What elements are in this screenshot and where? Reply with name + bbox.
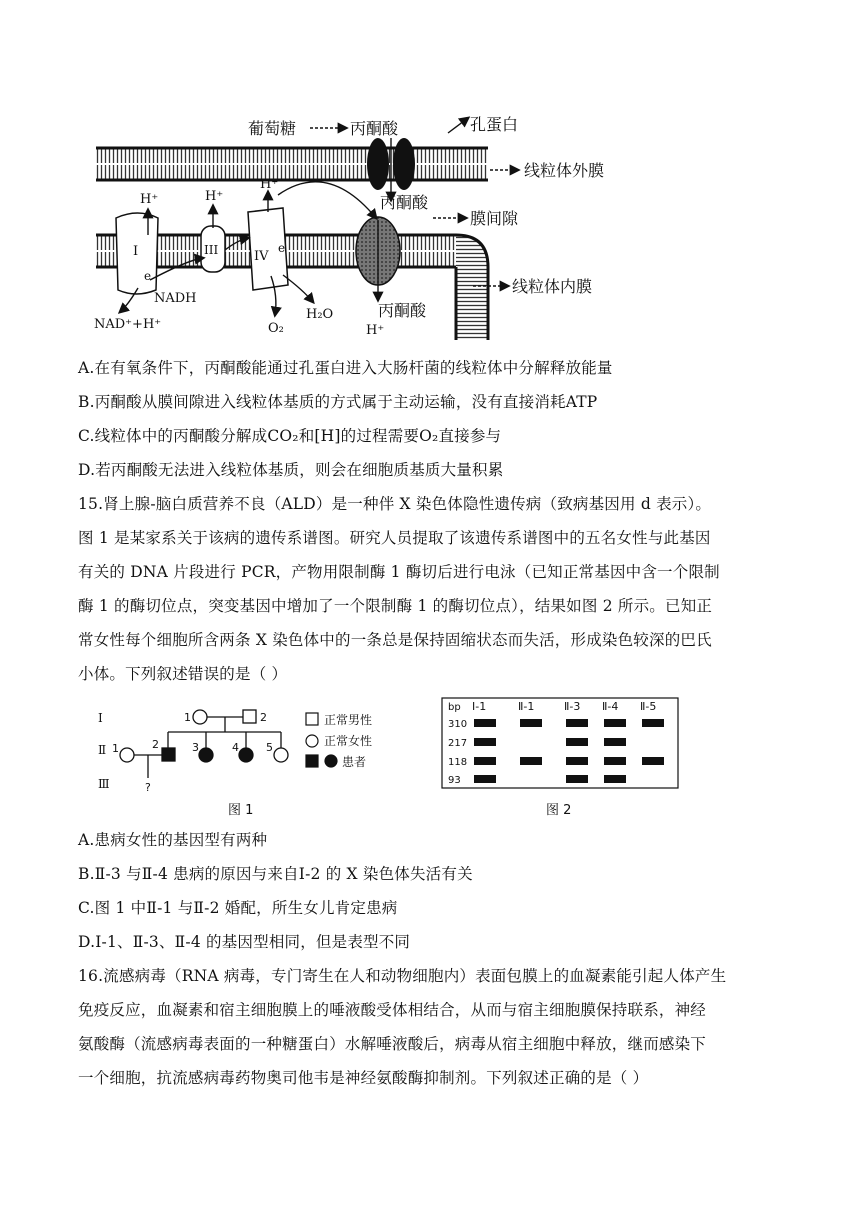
label-nadh: NADH: [154, 291, 197, 306]
legend-affected-label: 患者: [342, 755, 367, 769]
q16-stem-line4: 一个细胞，抗流感病毒药物奥司他韦是神经氨酸酶抑制剂。下列叙述正确的是（ ）: [78, 1069, 649, 1087]
label-complex-i: I: [133, 244, 139, 259]
ii5-normal-female: [274, 748, 288, 762]
num-ii3: 3: [192, 741, 199, 754]
q14-option-d: D.若丙酮酸无法进入线粒体基质，则会在细胞质基质大量积累: [78, 461, 504, 479]
label-h3: H⁺: [260, 177, 279, 192]
gel-size-label: 118: [448, 757, 468, 768]
legend-male-label: 正常男性: [324, 713, 373, 727]
q16-stem-line2: 免疫反应，血凝素和宿主细胞膜上的唾液酸受体相结合，从而与宿主细胞膜保持联系，神经: [78, 1001, 707, 1019]
q15-option-d: D.Ⅰ-1、Ⅱ-3、Ⅱ-4 的基因型相同，但是表型不同: [78, 933, 411, 951]
q15-option-c: C.图 1 中Ⅱ-1 与Ⅱ-2 婚配，所生女儿肯定患病: [78, 899, 398, 917]
gel-band: [520, 719, 542, 727]
gel-band: [604, 719, 626, 727]
q15-stem-line4: 酶 1 的酶切位点，突变基因中增加了一个限制酶 1 的酶切位点），结果如图 2 所示。已知正: [78, 597, 713, 615]
q14-option-b: B.丙酮酸从膜间隙进入线粒体基质的方式属于主动运输，没有直接消耗ATP: [78, 393, 598, 411]
num-i1: 1: [184, 711, 191, 724]
gel-band: [566, 738, 588, 746]
label-e1: e: [144, 269, 152, 283]
outer-membrane: [96, 148, 488, 180]
label-porin: 孔蛋白: [470, 115, 519, 134]
legend-female-symbol: [306, 735, 318, 747]
label-inner-membrane: 线粒体内膜: [512, 277, 593, 296]
q16-stem-line1: 16.流感病毒（RNA 病毒，专门寄生在人和动物细胞内）表面包膜上的血凝素能引起人体产生: [78, 967, 727, 985]
q15-stem-line6: 小体。下列叙述错误的是（ ）: [78, 665, 288, 683]
i1-normal-female: [193, 710, 207, 724]
label-nad: NAD⁺+H⁺: [94, 317, 162, 332]
mitochondria-figure: [88, 100, 608, 350]
generation-ii: Ⅱ: [98, 743, 107, 757]
label-pyruvate-top: 丙酮酸: [350, 119, 399, 138]
gel-band: [566, 775, 588, 783]
legend-male-symbol: [306, 713, 318, 725]
gel-lane-label: Ⅰ-1: [472, 700, 487, 713]
label-e2: e: [278, 241, 286, 255]
gel-band: [604, 775, 626, 783]
gel-size-label: 93: [448, 775, 461, 786]
num-i2: 2: [260, 711, 267, 724]
gel-band: [474, 738, 496, 746]
ii2-affected-male: [162, 748, 175, 761]
pedigree-figure: [88, 696, 408, 826]
q15-stem-line5: 常女性每个细胞所含两条 X 染色体中的一条总是保持固缩状态而失活，形成染色较深的巴氏: [78, 631, 712, 649]
legend-affected-male-symbol: [306, 755, 318, 767]
gel-lane-label: Ⅱ-3: [564, 700, 581, 713]
q15-stem-line3: 有关的 DNA 片段进行 PCR，产物用限制酶 1 酶切后进行电泳（已知正常基因中含一个限制: [78, 563, 720, 581]
ii4-affected-female: [239, 748, 253, 762]
gel-band: [566, 757, 588, 765]
num-ii4: 4: [232, 741, 239, 754]
unknown-iii: ?: [145, 781, 151, 794]
label-complex-iii: III: [204, 243, 219, 257]
label-h4: H⁺: [366, 323, 385, 338]
num-ii2: 2: [152, 738, 159, 751]
q15-option-b: B.Ⅱ-3 与Ⅱ-4 患病的原因与来自Ⅰ-2 的 X 染色体失活有关: [78, 865, 473, 883]
label-h2o: H₂O: [306, 307, 334, 322]
label-h1: H⁺: [140, 192, 159, 207]
gel-band: [642, 757, 664, 765]
legend-female-label: 正常女性: [324, 734, 373, 748]
gel-band: [474, 757, 496, 765]
gel-band: [520, 757, 542, 765]
legend-affected-female-symbol: [325, 755, 337, 767]
label-intermembrane: 膜间隙: [470, 209, 519, 228]
gel-band: [474, 719, 496, 727]
gel-lane-label: Ⅱ-4: [602, 700, 619, 713]
i2-normal-male: [243, 710, 256, 723]
gel-lane-label: Ⅱ-5: [640, 700, 657, 713]
q14-option-a: A.在有氧条件下，丙酮酸能通过孔蛋白进入大肠杆菌的线粒体中分解释放能量: [78, 359, 613, 377]
q15-stem-line2: 图 1 是某家系关于该病的遗传系谱图。研究人员提取了该遗传系谱图中的五名女性与此基因: [78, 529, 711, 547]
num-ii5: 5: [266, 741, 273, 754]
q15-stem-line1: 15.肾上腺-脑白质营养不良（ALD）是一种伴 X 染色体隐性遗传病（致病基因用 d 表示）。: [78, 495, 712, 513]
label-h2: H⁺: [205, 189, 224, 204]
gel-size-label: 217: [448, 738, 468, 749]
label-glucose: 葡萄糖: [248, 119, 297, 138]
generation-iii: Ⅲ: [98, 777, 110, 791]
q15-option-a: A.患病女性的基因型有两种: [78, 831, 268, 849]
figure2-caption: 图 2: [546, 803, 572, 818]
generation-i: Ⅰ: [98, 711, 103, 725]
gel-lane-label: Ⅱ-1: [518, 700, 535, 713]
label-complex-iv: IV: [254, 249, 269, 264]
num-ii1: 1: [112, 742, 119, 755]
ii1-normal-female: [120, 748, 134, 762]
gel-size-label: 310: [448, 719, 468, 730]
gel-band: [604, 738, 626, 746]
gel-band: [474, 775, 496, 783]
gel-band: [604, 757, 626, 765]
gel-band: [566, 719, 588, 727]
q16-stem-line3: 氨酸酶（流感病毒表面的一种糖蛋白）水解唾液酸后，病毒从宿主细胞中释放，继而感染下: [78, 1035, 707, 1053]
gel-figure: [438, 696, 688, 826]
label-pyruvate-mid: 丙酮酸: [380, 193, 429, 212]
figure1-caption: 图 1: [228, 803, 254, 818]
gel-bp-label: bp: [448, 702, 461, 713]
porin: [367, 138, 389, 190]
ii3-affected-female: [199, 748, 213, 762]
label-o2: O₂: [268, 321, 284, 336]
label-pyruvate-bottom: 丙酮酸: [378, 301, 427, 320]
gel-band: [642, 719, 664, 727]
q14-option-c: C.线粒体中的丙酮酸分解成CO₂和[H]的过程需要O₂直接参与: [78, 427, 502, 445]
label-outer-membrane: 线粒体外膜: [524, 161, 605, 180]
